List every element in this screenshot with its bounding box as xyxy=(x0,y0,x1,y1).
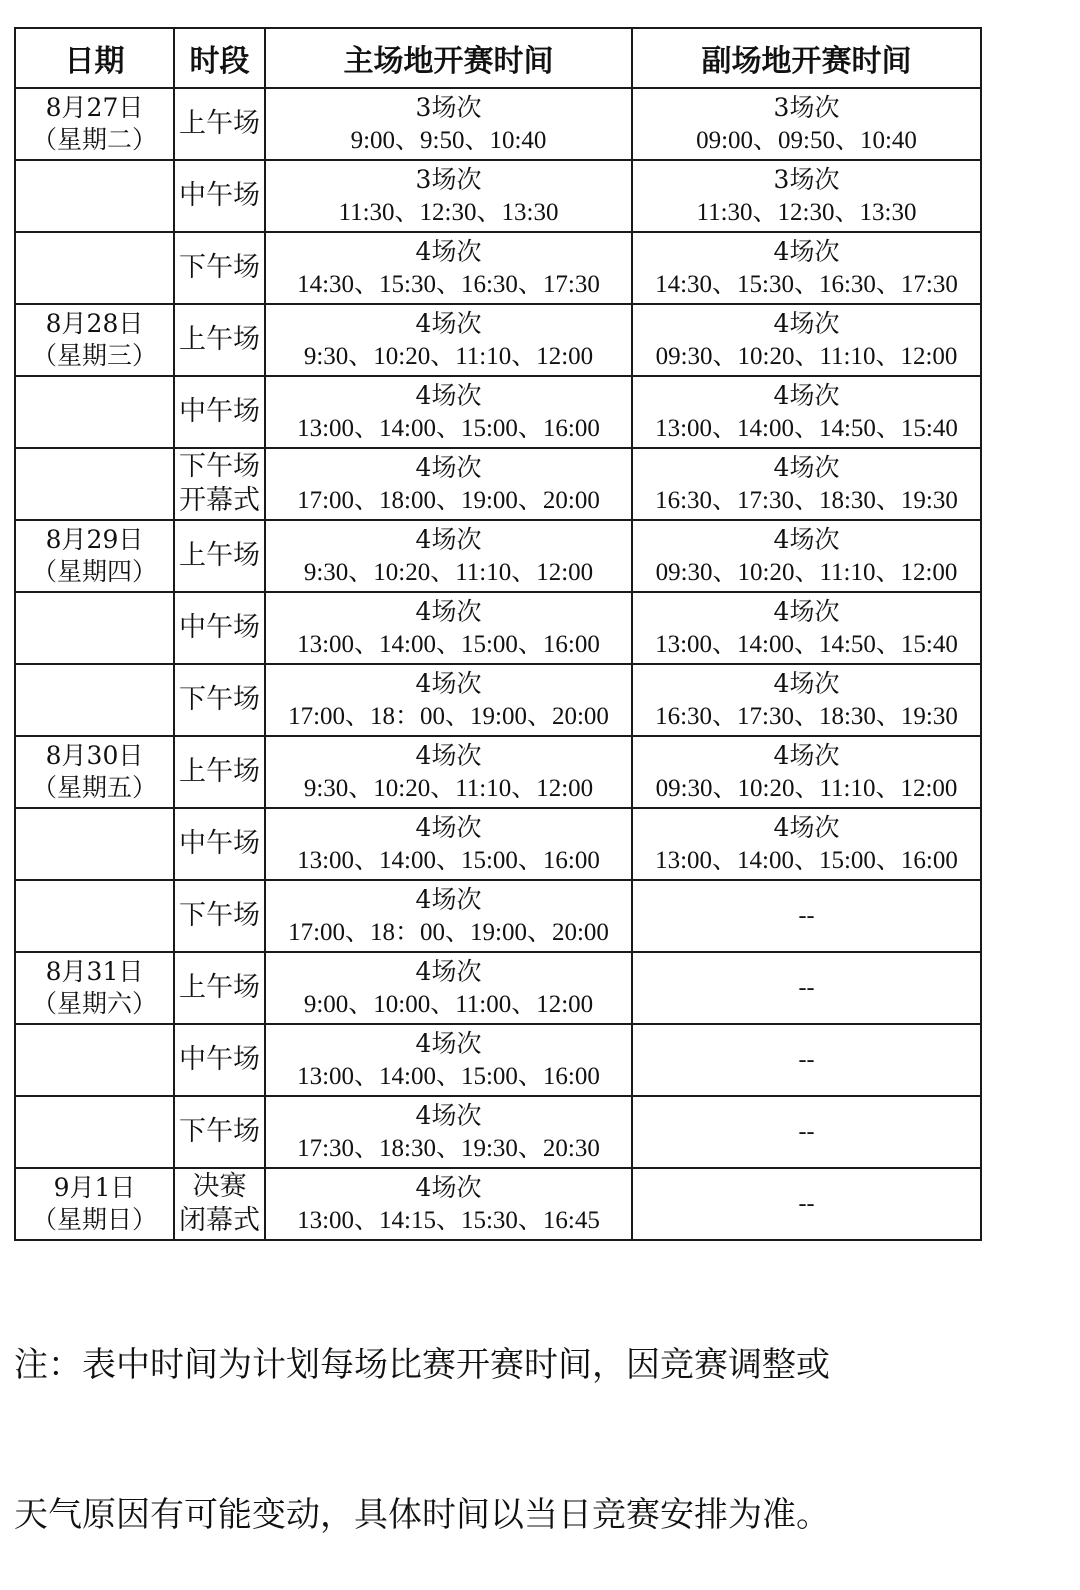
period-cell xyxy=(174,1096,265,1168)
match-count: 4场次 xyxy=(773,237,840,266)
match-times: 17:00、18：00、19:00、20:00 xyxy=(288,703,609,730)
main-venue-cell xyxy=(265,664,632,736)
match-times: 17:30、18:30、19:30、20:30 xyxy=(297,1135,600,1162)
sub-venue-cell xyxy=(632,664,981,736)
sub-venue-cell xyxy=(632,232,981,304)
match-times: 16:30、17:30、18:30、19:30 xyxy=(655,703,958,730)
sub-venue-cell xyxy=(632,1096,981,1168)
table-row xyxy=(15,520,981,592)
date-cell xyxy=(15,952,174,1024)
match-count: 4场次 xyxy=(415,237,482,266)
match-times: 13:00、14:00、14:50、15:40 xyxy=(655,631,958,658)
match-count: 4场次 xyxy=(415,309,482,338)
main-venue-cell xyxy=(265,952,632,1024)
match-count: 4场次 xyxy=(773,813,840,842)
match-times: 9:30、10:20、11:10、12:00 xyxy=(303,559,594,586)
period-cell xyxy=(174,520,265,592)
table-row xyxy=(15,592,981,664)
main-venue-cell xyxy=(265,232,632,304)
table-row xyxy=(15,880,981,952)
header-sub-venue: 副场地开赛时间 xyxy=(632,28,981,88)
period-label: 中午场 xyxy=(179,180,260,211)
main-venue-cell xyxy=(265,448,632,520)
match-times: 13:00、14:00、15:00、16:00 xyxy=(655,847,958,874)
main-venue-cell xyxy=(265,592,632,664)
date-text: 8月29日 xyxy=(45,525,144,554)
date-cell xyxy=(15,448,174,520)
match-count: 4场次 xyxy=(415,669,482,698)
sub-venue-cell xyxy=(632,376,981,448)
match-times: 09:30、10:20、11:10、12:00 xyxy=(655,343,958,370)
weekday-text: （星期三） xyxy=(31,341,157,370)
header-period: 时段 xyxy=(174,28,265,88)
period-label: 中午场 xyxy=(179,1044,260,1075)
period-label: 下午场 xyxy=(179,451,260,482)
period-cell xyxy=(174,1168,265,1240)
period-label: 下午场 xyxy=(179,1116,260,1147)
table-row xyxy=(15,736,981,808)
period-cell xyxy=(174,592,265,664)
date-cell xyxy=(15,520,174,592)
period-label: 下午场 xyxy=(179,900,260,931)
main-venue-cell xyxy=(265,520,632,592)
match-times: 9:30、10:20、11:10、12:00 xyxy=(303,775,594,802)
period-cell xyxy=(174,1024,265,1096)
main-venue-cell xyxy=(265,88,632,160)
match-times: 16:30、17:30、18:30、19:30 xyxy=(655,487,958,514)
schedule-body xyxy=(15,88,981,1240)
match-count: 3场次 xyxy=(415,165,482,194)
main-venue-cell xyxy=(265,808,632,880)
sub-venue-cell xyxy=(632,808,981,880)
match-times: 13:00、14:00、15:00、16:00 xyxy=(297,847,600,874)
main-venue-cell xyxy=(265,1024,632,1096)
period-cell xyxy=(174,448,265,520)
match-count: 4场次 xyxy=(415,1029,482,1058)
match-times: 09:30、10:20、11:10、12:00 xyxy=(655,559,958,586)
weekday-text: （星期五） xyxy=(31,773,157,802)
period-label: 中午场 xyxy=(179,828,260,859)
footnote-line-1: 注：表中时间为计划每场比赛开赛时间，因竞赛调整或 xyxy=(14,1345,830,1385)
period-label: 开幕式 xyxy=(179,485,260,516)
period-label: 上午场 xyxy=(179,756,260,787)
match-count: 4场次 xyxy=(415,1173,482,1202)
no-match-dash: -- xyxy=(798,975,815,1001)
date-cell xyxy=(15,880,174,952)
date-text: 8月30日 xyxy=(45,741,144,770)
no-match-dash: -- xyxy=(798,1047,815,1073)
match-count: 4场次 xyxy=(415,525,482,554)
footnote xyxy=(14,1240,1074,1590)
table-row xyxy=(15,952,981,1024)
main-venue-cell xyxy=(265,376,632,448)
date-text: 8月31日 xyxy=(45,957,144,986)
period-label: 上午场 xyxy=(179,324,260,355)
period-label: 上午场 xyxy=(179,540,260,571)
match-count: 4场次 xyxy=(415,885,482,914)
date-cell xyxy=(15,736,174,808)
period-label: 闭幕式 xyxy=(179,1205,260,1236)
sub-venue-cell xyxy=(632,520,981,592)
date-cell xyxy=(15,1096,174,1168)
date-cell xyxy=(15,1168,174,1240)
match-count: 4场次 xyxy=(415,453,482,482)
main-venue-cell xyxy=(265,880,632,952)
period-label: 上午场 xyxy=(179,108,260,139)
period-label: 上午场 xyxy=(179,972,260,1003)
weekday-text: （星期日） xyxy=(31,1205,157,1234)
sub-venue-cell xyxy=(632,448,981,520)
date-cell xyxy=(15,88,174,160)
header-main-venue: 主场地开赛时间 xyxy=(265,28,632,88)
period-cell xyxy=(174,880,265,952)
match-count: 4场次 xyxy=(773,597,840,626)
header-row xyxy=(15,28,981,88)
match-count: 4场次 xyxy=(773,741,840,770)
date-cell xyxy=(15,1024,174,1096)
sub-venue-cell xyxy=(632,592,981,664)
period-label: 下午场 xyxy=(179,684,260,715)
sub-venue-cell xyxy=(632,304,981,376)
match-count: 4场次 xyxy=(415,741,482,770)
date-cell xyxy=(15,160,174,232)
sub-venue-cell xyxy=(632,1168,981,1240)
period-cell xyxy=(174,952,265,1024)
sub-venue-cell xyxy=(632,880,981,952)
table-row xyxy=(15,232,981,304)
weekday-text: （星期二） xyxy=(31,125,157,154)
match-times: 13:00、14:00、14:50、15:40 xyxy=(655,415,958,442)
table-row xyxy=(15,448,981,520)
match-times: 13:00、14:00、15:00、16:00 xyxy=(297,631,600,658)
match-times: 14:30、15:30、16:30、17:30 xyxy=(297,271,600,298)
period-cell xyxy=(174,304,265,376)
main-venue-cell xyxy=(265,1096,632,1168)
match-times: 9:30、10:20、11:10、12:00 xyxy=(303,343,594,370)
sub-venue-cell xyxy=(632,88,981,160)
period-cell xyxy=(174,376,265,448)
period-cell xyxy=(174,736,265,808)
main-venue-cell xyxy=(265,1168,632,1240)
match-count: 4场次 xyxy=(415,957,482,986)
match-times: 9:00、10:00、11:00、12:00 xyxy=(303,991,594,1018)
date-text: 8月28日 xyxy=(45,309,144,338)
table-row xyxy=(15,1024,981,1096)
table-row xyxy=(15,304,981,376)
table-row xyxy=(15,1168,981,1240)
date-cell xyxy=(15,664,174,736)
match-times: 13:00、14:00、15:00、16:00 xyxy=(297,415,600,442)
match-times: 09:30、10:20、11:10、12:00 xyxy=(655,775,958,802)
sub-venue-cell xyxy=(632,160,981,232)
no-match-dash: -- xyxy=(798,1119,815,1145)
period-cell xyxy=(174,664,265,736)
match-count: 4场次 xyxy=(773,381,840,410)
main-venue-cell xyxy=(265,304,632,376)
match-count: 4场次 xyxy=(415,813,482,842)
table-row xyxy=(15,376,981,448)
date-cell xyxy=(15,592,174,664)
match-times: 14:30、15:30、16:30、17:30 xyxy=(655,271,958,298)
match-count: 3场次 xyxy=(773,93,840,122)
date-text: 9月1日 xyxy=(53,1173,136,1202)
period-cell xyxy=(174,232,265,304)
match-times: 13:00、14:15、15:30、16:45 xyxy=(297,1207,600,1234)
table-row xyxy=(15,1096,981,1168)
period-cell xyxy=(174,160,265,232)
main-venue-cell xyxy=(265,736,632,808)
match-count: 4场次 xyxy=(773,525,840,554)
sub-venue-cell xyxy=(632,736,981,808)
sub-venue-cell xyxy=(632,952,981,1024)
match-count: 4场次 xyxy=(415,381,482,410)
date-cell xyxy=(15,232,174,304)
period-label: 中午场 xyxy=(179,396,260,427)
weekday-text: （星期六） xyxy=(31,989,157,1018)
match-count: 4场次 xyxy=(415,1101,482,1130)
period-cell xyxy=(174,808,265,880)
weekday-text: （星期四） xyxy=(31,557,157,586)
table-row xyxy=(15,808,981,880)
table-row xyxy=(15,88,981,160)
match-count: 4场次 xyxy=(773,309,840,338)
schedule-table xyxy=(14,27,982,1241)
sub-venue-cell xyxy=(632,1024,981,1096)
match-count: 4场次 xyxy=(773,453,840,482)
match-count: 4场次 xyxy=(773,669,840,698)
no-match-dash: -- xyxy=(798,903,815,929)
match-count: 4场次 xyxy=(415,597,482,626)
period-label: 中午场 xyxy=(179,612,260,643)
date-cell xyxy=(15,808,174,880)
match-count: 3场次 xyxy=(415,93,482,122)
date-text: 8月27日 xyxy=(45,93,144,122)
table-row xyxy=(15,664,981,736)
match-times: 13:00、14:00、15:00、16:00 xyxy=(297,1063,600,1090)
match-times: 17:00、18：00、19:00、20:00 xyxy=(288,919,609,946)
date-cell xyxy=(15,376,174,448)
header-date: 日期 xyxy=(15,28,174,88)
main-venue-cell xyxy=(265,160,632,232)
match-times: 11:30、12:30、13:30 xyxy=(696,199,917,226)
match-times: 9:00、9:50、10:40 xyxy=(350,127,547,154)
match-times: 09:00、09:50、10:40 xyxy=(696,127,917,154)
period-label: 下午场 xyxy=(179,252,260,283)
footnote-line-2: 天气原因有可能变动，具体时间以当日竞赛安排为准。 xyxy=(14,1495,830,1535)
match-times: 11:30、12:30、13:30 xyxy=(338,199,559,226)
no-match-dash: -- xyxy=(798,1191,815,1217)
period-label: 决赛 xyxy=(192,1171,247,1202)
date-cell xyxy=(15,304,174,376)
table-row xyxy=(15,160,981,232)
match-times: 17:00、18:00、19:00、20:00 xyxy=(297,487,600,514)
period-cell xyxy=(174,88,265,160)
match-count: 3场次 xyxy=(773,165,840,194)
